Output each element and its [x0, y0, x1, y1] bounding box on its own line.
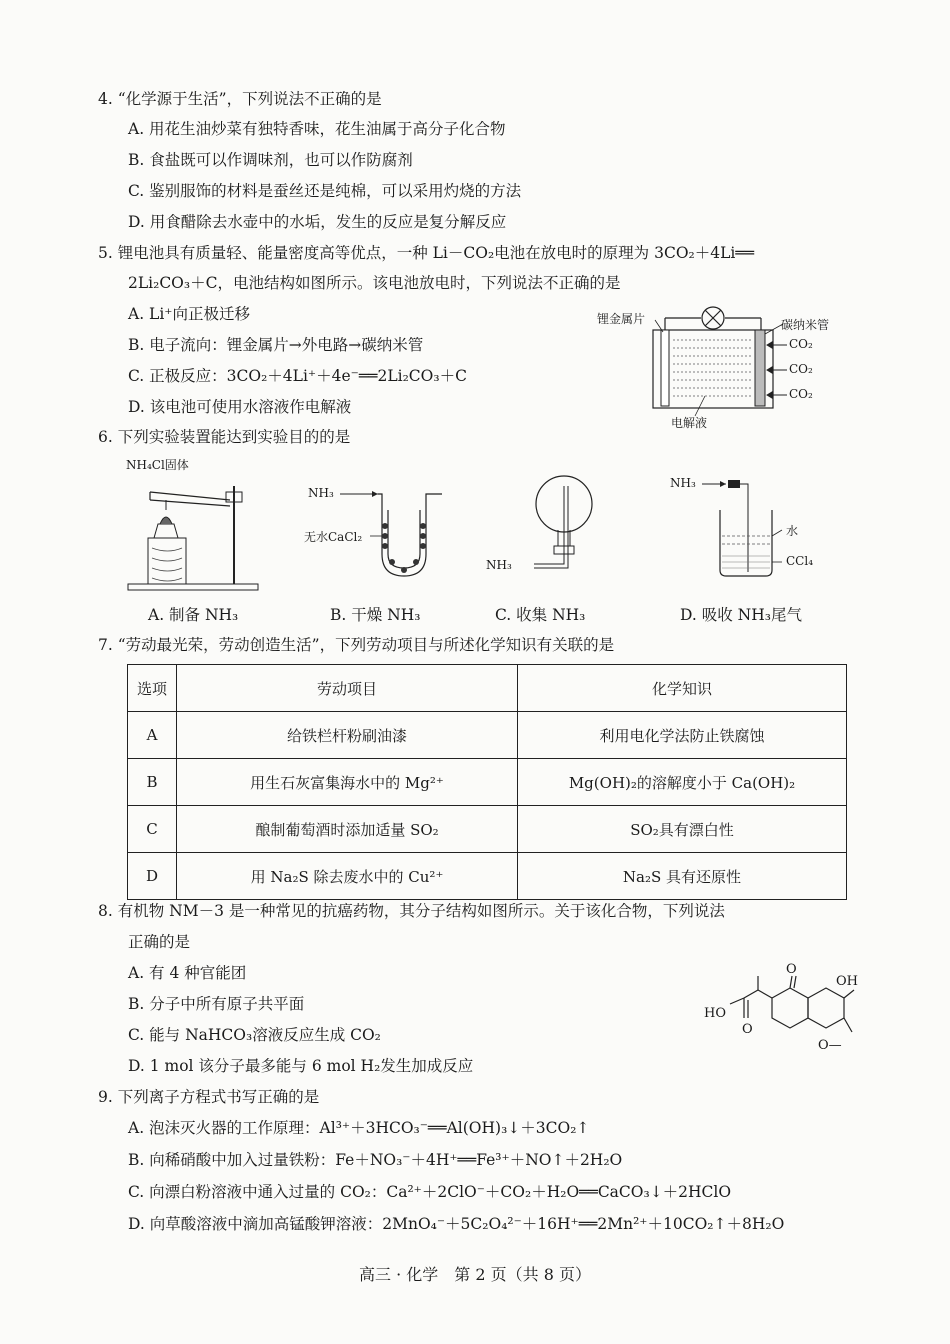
row-a-labor: 给铁栏杆粉刷油漆: [177, 712, 518, 759]
q6-stem: 6. 下列实验装置能达到实验目的的是: [98, 428, 351, 446]
row-c-chemistry: SO₂具有漂白性: [518, 806, 847, 853]
row-b-option: B: [128, 759, 177, 806]
row-c-labor: 酿制葡萄酒时添加适量 SO₂: [177, 806, 518, 853]
q9-option-d: D. 向草酸溶液中滴加高锰酸钾溶液：2MnO₄⁻＋5C₂O₄²⁻＋16H⁺══2Mn²⁺＋10CO₂↑＋8H₂O: [128, 1215, 785, 1233]
acid-o-label: O: [742, 1022, 753, 1037]
q4-stem: 4. “化学源于生活”，下列说法不正确的是: [98, 90, 382, 108]
row-a-chemistry: 利用电化学法防止铁腐蚀: [518, 712, 847, 759]
row-b-chemistry: Mg(OH)₂的溶解度小于 Ca(OH)₂: [518, 759, 847, 806]
q7-stem: 7. “劳动最光荣，劳动创造生活”，下列劳动项目与所述化学知识有关联的是: [98, 636, 615, 654]
nh3-label-c: NH₃: [486, 558, 512, 572]
q5-option-b: B. 电子流向：锂金属片→外电路→碳纳米管: [128, 336, 424, 354]
water-label: 水: [786, 524, 799, 538]
q9-option-c: C. 向漂白粉溶液中通入过量的 CO₂：Ca²⁺＋2ClO⁻＋CO₂＋H₂O══CaCO₃↓＋2HClO: [128, 1183, 732, 1201]
nh4cl-label: NH₄Cl固体: [126, 458, 189, 472]
q9-stem: 9. 下列离子方程式书写正确的是: [98, 1088, 320, 1106]
q8-stem-continued: 正确的是: [128, 933, 191, 951]
cacl2-label: 无水CaCl₂: [304, 530, 363, 544]
q8-option-b: B. 分子中所有原子共平面: [128, 995, 305, 1013]
apparatus-a-drawing: [122, 456, 272, 596]
q5-option-d: D. 该电池可使用水溶液作电解液: [128, 398, 352, 416]
q4-option-b: B. 食盐既可以作调味剂，也可以作防腐剂: [128, 151, 413, 169]
caption-b: B. 干燥 NH₃: [330, 606, 421, 624]
q8-option-d: D. 1 mol 该分子最多能与 6 mol H₂发生加成反应: [128, 1057, 474, 1075]
q9-option-a: A. 泡沫灭火器的工作原理：Al³⁺＋3HCO₃⁻══Al(OH)₃↓＋3CO₂↑: [128, 1119, 590, 1137]
q4-option-c: C. 鉴别服饰的材料是蚕丝还是纯棉，可以采用灼烧的方法: [128, 182, 522, 200]
table-row: [128, 806, 847, 853]
carbonyl-o-label: O: [786, 962, 797, 977]
row-a-option: A: [128, 712, 177, 759]
co2-label-1: CO₂: [789, 337, 813, 351]
page-footer: 高三 · 化学 第 2 页（共 8 页）: [359, 1265, 591, 1284]
table-row: [128, 712, 847, 759]
q4-option-a: A. 用花生油炒菜有独特香味，花生油属于高分子化合物: [128, 120, 506, 138]
caption-c: C. 收集 NH₃: [495, 606, 586, 624]
q8-option-a: A. 有 4 种官能团: [128, 964, 247, 982]
q5-stem: 5. 锂电池具有质量轻、能量密度高等优点，一种 Li－CO₂电池在放电时的原理为 3CO₂＋4Li══: [98, 244, 755, 262]
battery-diagram: [595, 300, 855, 440]
carbon-nanotube-label: 碳纳米管: [781, 318, 830, 332]
q9-option-b: B. 向稀硝酸中加入过量铁粉：Fe＋NO₃⁻＋4H⁺══Fe³⁺＋NO↑＋2H₂O: [128, 1151, 623, 1169]
table-row: [128, 759, 847, 806]
q8-option-c: C. 能与 NaHCO₃溶液反应生成 CO₂: [128, 1026, 381, 1044]
nh3-label-d: NH₃: [670, 476, 696, 490]
q4-option-d: D. 用食醋除去水壶中的水垢，发生的反应是复分解反应: [128, 213, 507, 231]
molecule-structure: [700, 960, 860, 1060]
ho-label: HO: [704, 1006, 726, 1021]
nh3-label-b: NH₃: [308, 486, 334, 500]
header-labor: 劳动项目: [177, 665, 518, 712]
row-d-chemistry: Na₂S 具有还原性: [518, 853, 847, 900]
row-b-labor: 用生石灰富集海水中的 Mg²⁺: [177, 759, 518, 806]
apparatus-a: [122, 456, 272, 596]
row-d-labor: 用 Na₂S 除去废水中的 Cu²⁺: [177, 853, 518, 900]
caption-a: A. 制备 NH₃: [148, 606, 239, 624]
table-row: [128, 853, 847, 900]
oh-label: OH: [836, 974, 858, 989]
caption-d: D. 吸收 NH₃尾气: [680, 606, 802, 624]
apparatus-c: [480, 470, 610, 580]
row-c-option: C: [128, 806, 177, 853]
q7-table: [127, 664, 847, 900]
ccl4-label: CCl₄: [786, 554, 814, 568]
electrolyte-label: 电解液: [671, 416, 708, 430]
table-header-row: [128, 665, 847, 712]
apparatus-d: [668, 470, 828, 580]
q8-stem: 8. 有机物 NM－3 是一种常见的抗癌药物，其分子结构如图所示。关于该化合物，下列说法: [98, 902, 725, 920]
q5-option-c: C. 正极反应：3CO₂＋4Li⁺＋4e⁻══2Li₂CO₃＋C: [128, 367, 467, 385]
header-chemistry: 化学知识: [518, 665, 847, 712]
q5-option-a: A. Li⁺向正极迁移: [128, 305, 250, 323]
methoxy-label: O—: [818, 1038, 842, 1053]
lithium-sheet-label: 锂金属片: [597, 312, 646, 326]
co2-label-3: CO₂: [789, 387, 813, 401]
q5-stem-continued: 2Li₂CO₃＋C，电池结构如图所示。该电池放电时，下列说法不正确的是: [128, 274, 621, 292]
apparatus-b: [302, 470, 462, 580]
co2-label-2: CO₂: [789, 362, 813, 376]
header-option: 选项: [128, 665, 177, 712]
row-d-option: D: [128, 853, 177, 900]
